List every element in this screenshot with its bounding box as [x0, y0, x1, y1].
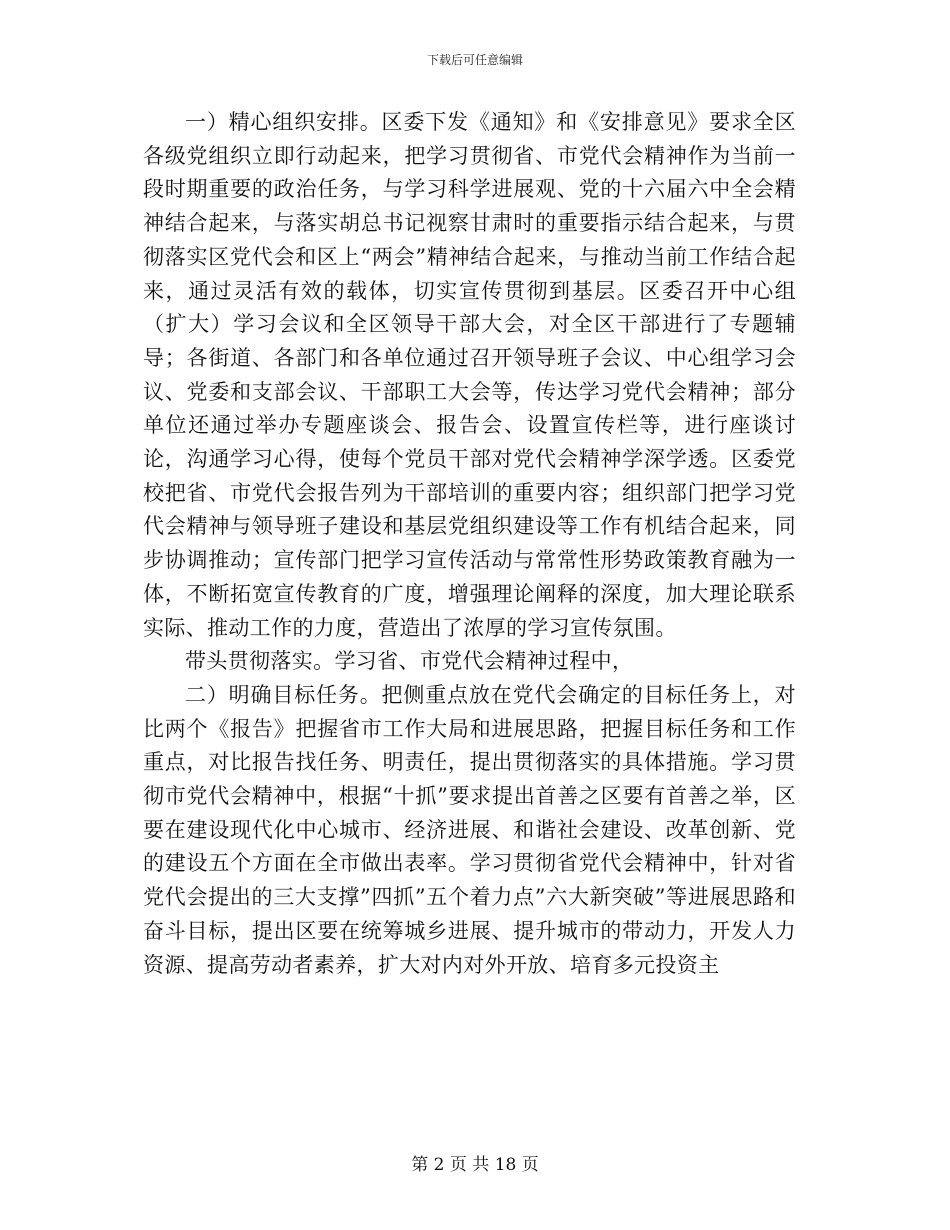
page-header: 下载后可任意编辑 [426, 53, 523, 67]
paragraph-organize: 一）精心组织安排。区委下发《通知》和《安排意见》要求全区各级党组织立即行动起来，把学习贯彻省、市党代会精神作为当前一段时期重要的政治任务，与学习科学进展观、党的十六届六中全会精神结合起来，与落实胡总书记视察甘肃时的重要指示结合起来，与贯彻落实区党代会和区上“两会”精神结合起来，与推动当前工作结合起来，通过灵活有效的载体，切实宣传贯彻到基层。区委召开中心组（扩大）学习会议和全区领导干部大会，对全区干部进行了专题辅导；各街道、各部门和各单位通过召开领导班子会议、中心组学习会议、党委和支部会议、干部职工大会等，传达学习党代会精神；部分单位还通过举办专题座谈会、报告会、设置宣传栏等，进行座谈讨论，沟通学习心得，使每个党员干部对党代会精神学深学透。区委党校把省、市党代会报告列为干部培训的重要内容；组织部门把学习党代会精神与领导班子建设和基层党组织建设等工作有机结合起来，同步协调推动；宣传部门把学习宣传活动与常常性形势政策教育融为一体，不断拓宽宣传教育的广度，增强理论阐释的深度，加大理论联系实际、推动工作的力度，营造出了浓厚的学习宣传氛围。 [143, 110, 796, 640]
page-footer: 第 2 页 共 18 页 [411, 1155, 539, 1175]
document-body [143, 106, 796, 982]
paragraph-lead-implement: 带头贯彻落实。学习省、市党代会精神过程中， [185, 649, 634, 674]
paragraph-targets: 二）明确目标任务。把侧重点放在党代会确定的目标任务上，对比两个《报告》把握省市工作大局和进展思路，把握目标任务和工作重点，对比报告找任务、明责任，提出贯彻落实的具体措施。学习贯彻市党代会精神中，根据“十抓”要求提出首善之区要有首善之举，区要在建设现代化中心城市、经济进展、和谐社会建设、改革创新、党的建设五个方面在全市做出表率。学习贯彻省党代会精神中，针对省党代会提出的三大支撑”四抓”五个着力点”六大新突破”等进展思路和奋斗目标，提出区要在统筹城乡进展、提升城市的带动力，开发人力资源、提高劳动者素养，扩大对内对外开放、培育多元投资主 [143, 682, 796, 977]
